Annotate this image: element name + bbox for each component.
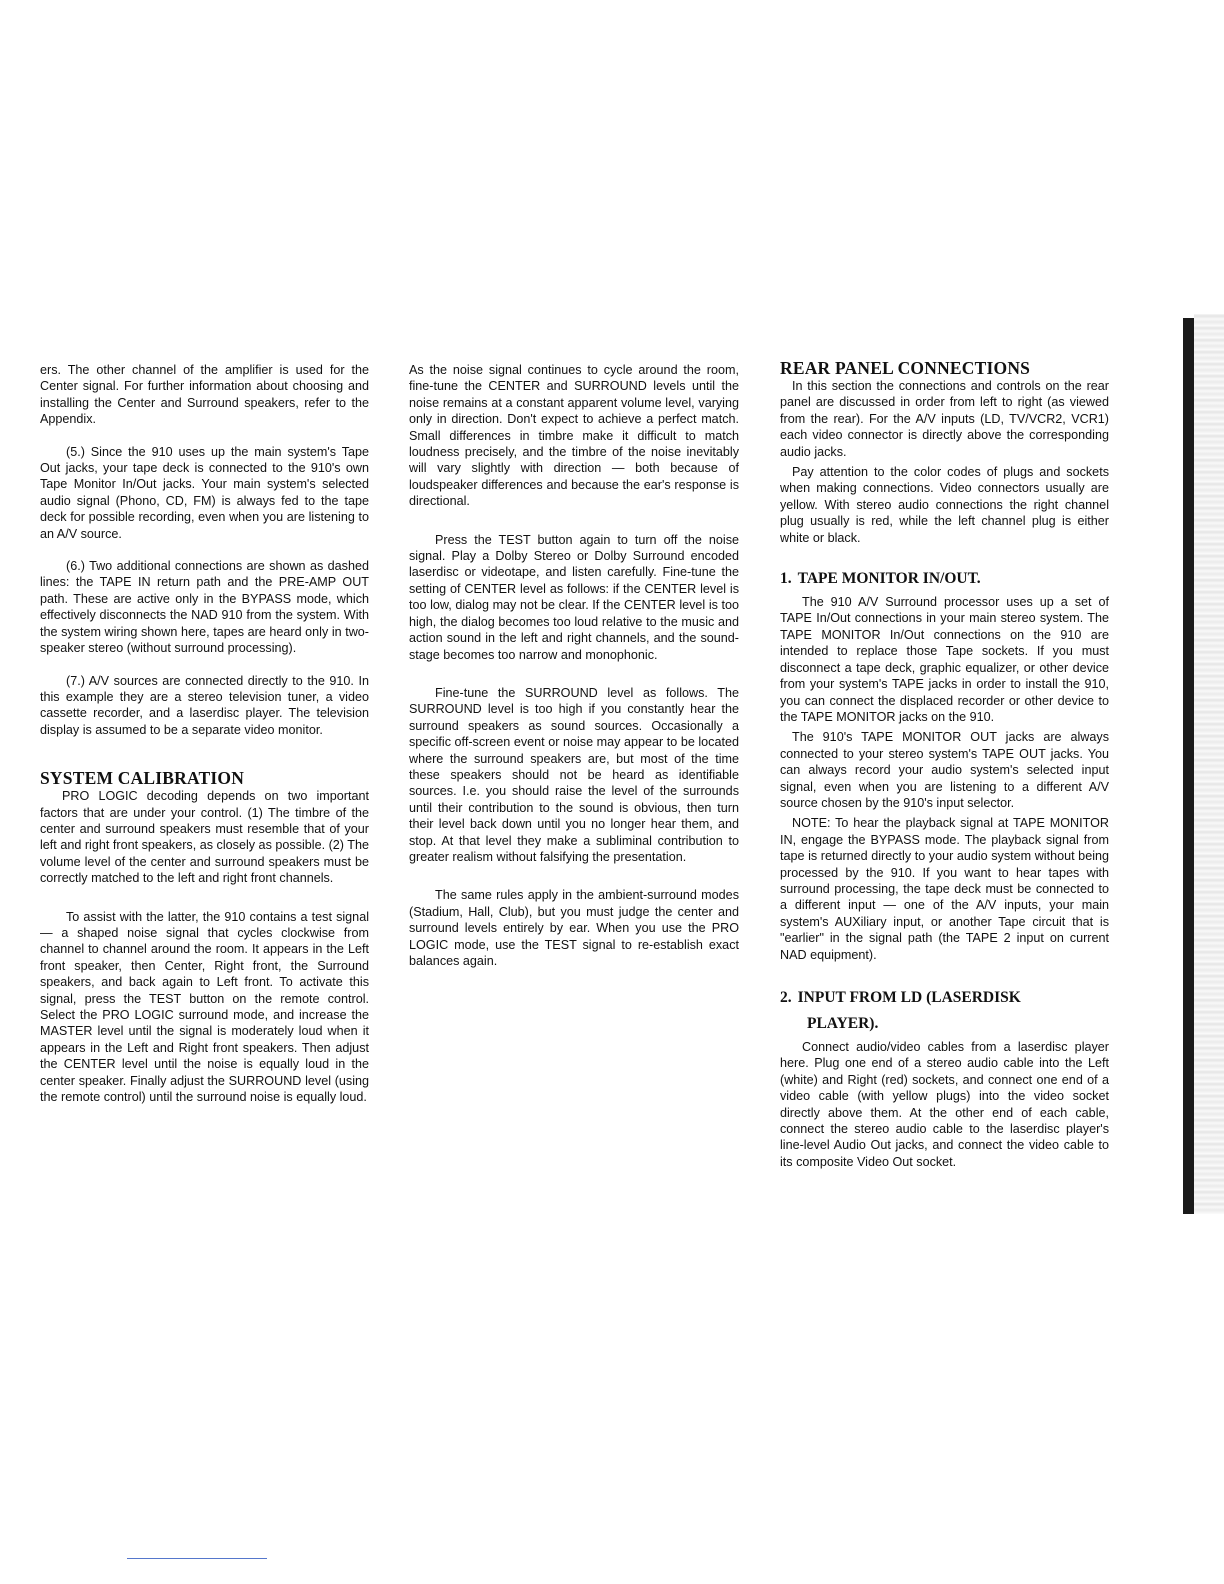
paragraph: (7.) A/V sources are connected directly to the 910. In this example they are a stereo television tuner, a video cassette recorder, and a laserdisc player. The television display is assumed to be a separate video monitor. — [40, 673, 369, 737]
paragraph: To assist with the latter, the 910 contains a test signal — a shaped noise signal that cycles clockwise from channel to channel around the room. It appears in the Left front speaker, then Center, Right front, the Surround speakers, and back again to Left front. To activate this signal, press the TEST button on the remote control. Select the PRO LOGIC surround mode, and increase the MASTER level until the signal is moderately loud when it appears in the Left and Right front speakers. Then adjust the CENTER level until the noise is equally loud in the center speaker. Finally adjust the SURROUND level (using the remote control) until the surround noise is equally loud. — [40, 909, 369, 1105]
column-left — [40, 362, 369, 1105]
subsection-heading-tape-monitor — [780, 566, 1109, 592]
paragraph: (5.) Since the 910 uses up the main system's Tape Out jacks, your tape deck is connected to the 910's own Tape Monitor In/Out jacks. Your main system's selected audio signal (Phono, CD, FM) is always fed to the tape deck for possible recording, even when you are listening to an A/V source. — [40, 444, 369, 541]
section-heading-system-calibration: SYSTEM CALIBRATION — [40, 768, 245, 789]
paragraph: ers. The other channel of the amplifier is used for the Center signal. For further information about choosing and installing the Center and Surround speakers, refer to the Appendix. — [40, 363, 369, 427]
paragraph: The 910 A/V Surround processor uses up a set of TAPE In/Out connections in your main stereo system. The TAPE MONITOR In/Out connections on the 910 are intended to replace those Tape sockets. If you must disconnect a tape deck, graphic equalizer, or other device from your system's TAPE jacks in order to install the 910, you can connect the displaced recorder or other device to the TAPE MONITOR jacks on the 910. — [780, 595, 1109, 724]
footnote-rule — [127, 1558, 267, 1559]
paragraph: Pay attention to the color codes of plugs and sockets when making connections. Video connectors usually are yellow. With stereo audio connections the right channel plug usually is red, while the left channel plug is either white or black. — [780, 465, 1109, 545]
subsection-heading-input-ld — [780, 985, 1109, 1037]
scan-edge-noise — [1194, 314, 1224, 1214]
paragraph: Connect audio/video cables from a laserdisc player here. Plug one end of a stereo audio cable into the Left (white) and Right (red) sockets, and connect one end of a video cable (with yellow plugs) into the video socket directly above them. At the other end of each cable, connect the stereo audio cable to the laserdisc player's line-level Audio Out jacks, and connect the video cable to its composite Video Out socket. — [780, 1040, 1109, 1169]
paragraph: Fine-tune the SURROUND level as follows. The SURROUND level is too high if you constantly hear the surround speakers as sound sources. Occasionally a specific off-screen event or noise may appear to be located where the surround speakers are, but most of the time these speakers should not be heard as identifiable sources. I.e. you should raise the level of the surrounds until their contribution to the sound is obvious, then turn their level back down until you no longer hear them, and stop. At that level they make a subliminal contribution to greater realism without falsifying the presentation. — [409, 685, 739, 864]
subsection-title: INPUT FROM LD (LASERDISK — [797, 989, 1021, 1006]
paragraph: NOTE: To hear the playback signal at TAPE MONITOR IN, engage the BYPASS mode. The playback signal from tape is returned directly to your audio system without being processed by the 910. If you want to hear tapes with surround processing, the tape deck must be connected to a different input — one of the A/V inputs, your main system's AUXiliary input, or another Tape circuit that is "earlier" in the signal path (the TAPE 2 input on current NAD equipment). — [780, 816, 1109, 962]
paragraph: The same rules apply in the ambient-surround modes (Stadium, Hall, Club), but you must judge the center and surround levels entirely by ear. When you use the PRO LOGIC mode, use the TEST signal to re-establish exact balances again. — [409, 888, 739, 968]
subsection-number: 1. — [780, 570, 792, 588]
column-right — [780, 358, 1109, 1170]
subsection-title: TAPE MONITOR IN/OUT. — [797, 570, 981, 588]
scan-edge-bar — [1183, 318, 1194, 1214]
column-middle — [409, 362, 739, 969]
subsection-number: 2. — [780, 989, 792, 1006]
subsection-title-continued: PLAYER). — [807, 1015, 879, 1032]
paragraph: As the noise signal continues to cycle around the room, fine-tune the CENTER and SURROUND levels until the noise remains at a constant apparent volume level, varying only in direction. Don't expect to achieve a perfect match. Small differences in timbre make it difficult to match loudness precisely, and the timbre of the noise inevitably will vary slightly with direction — both because of loudspeaker differences and because the ear's response is directional. — [409, 363, 739, 509]
paragraph: (6.) Two additional connections are shown as dashed lines: the TAPE IN return path and the PRE-AMP OUT path. These are active only in the BYPASS mode, which effectively disconnects the NAD 910 from the system. With the system wiring shown here, tapes are heard only in two-speaker stereo (without surround processing). — [40, 559, 369, 656]
paragraph: PRO LOGIC decoding depends on two important factors that are under your control. (1) The timbre of the center and surround speakers must resemble that of your left and right front speakers, as closely as possible. (2) The volume level of the center and surround speakers must be correctly matched to the left and right front channels. — [40, 789, 369, 886]
paragraph: The 910's TAPE MONITOR OUT jacks are always connected to your stereo system's TAPE OUT jacks. You can always record your audio system's selected input signal, even when you are listening to a different A/V source chosen by the 910's input selector. — [780, 730, 1109, 810]
paragraph: Press the TEST button again to turn off the noise signal. Play a Dolby Stereo or Dolby Surround encoded laserdisc or videotape, and listen carefully. Fine-tune the setting of CENTER level as follows: if the CENTER level is too low, dialog may not be clear. If the CENTER level is too high, the dialog becomes too loud relative to the music and action sound in the left and right channels, and the sound-stage becomes too narrow and monophonic. — [409, 532, 739, 662]
section-heading-rear-panel: REAR PANEL CONNECTIONS — [780, 358, 1031, 378]
paragraph: In this section the connections and controls on the rear panel are discussed in order from left to right (as viewed from the rear). For the A/V inputs (LD, TV/VCR2, VCR1) each video connector is directly above the corresponding audio jacks. — [780, 379, 1109, 459]
